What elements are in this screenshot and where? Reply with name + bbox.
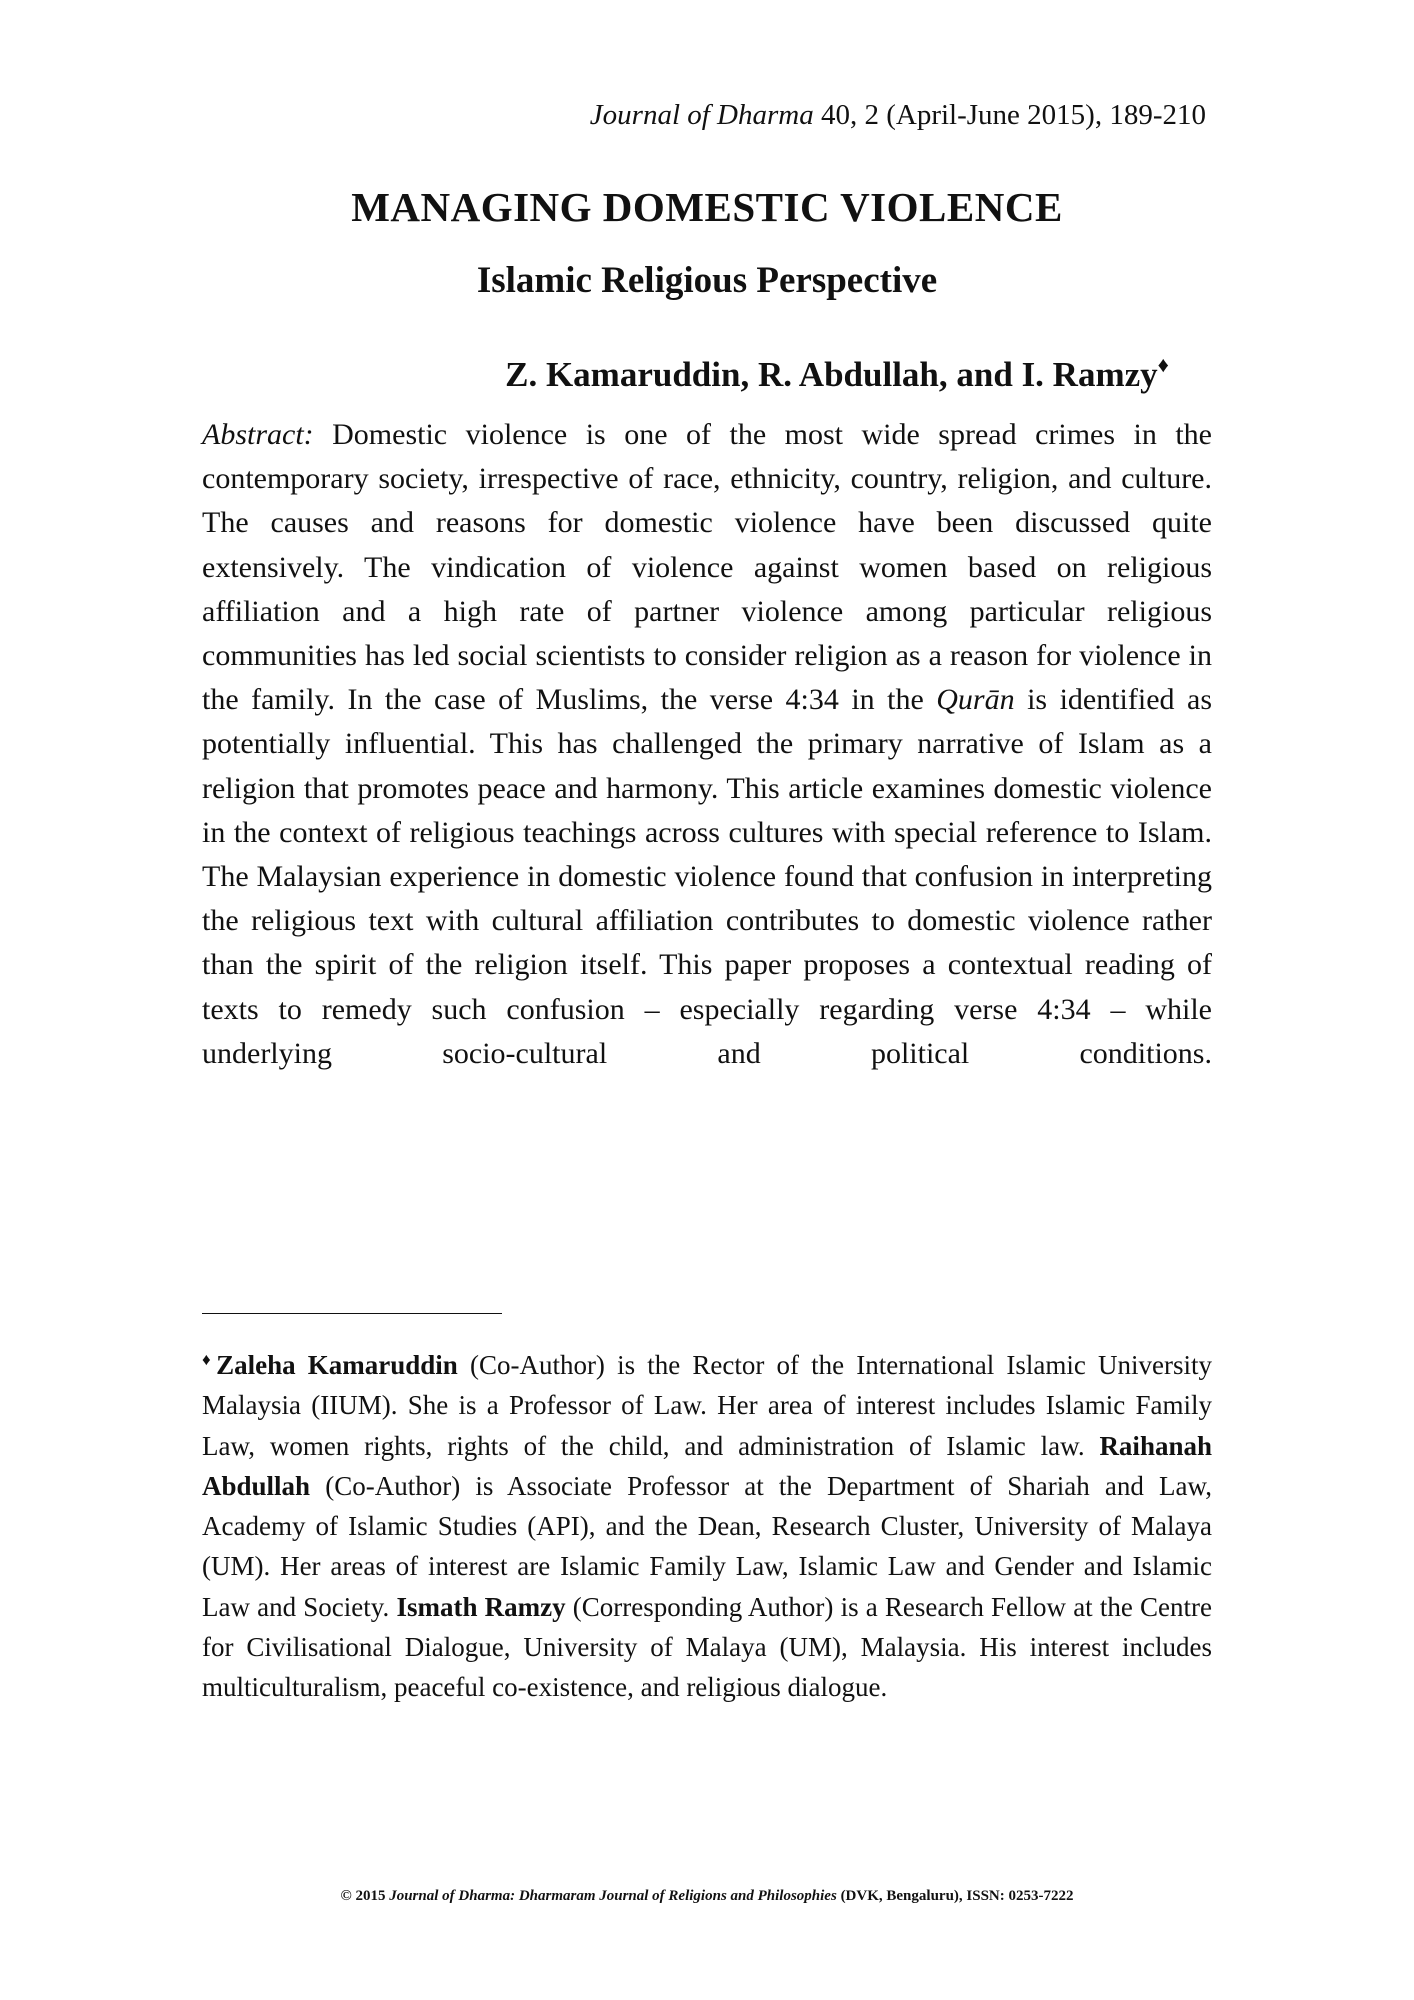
author-names: Z. Kamaruddin, R. Abdullah, and I. Ramzy bbox=[505, 355, 1158, 394]
footnote-bio-1: (Co-Author) is the Rector of the International Islamic University Malaysia (IIUM). She is a Professor of Law. Her area of interest includes Islamic Family Law, women rights, rights of the child, and administration of Islamic law. bbox=[202, 1350, 1212, 1461]
article-subtitle: Islamic Religious Perspective bbox=[476, 260, 938, 301]
copyright-line bbox=[0, 1886, 1414, 1906]
running-header bbox=[590, 97, 1206, 133]
footnote-author-3: Ismath Ramzy bbox=[396, 1591, 566, 1622]
footnote-bio-2: (Co-Author) is Associate Professor at the Department of Shariah and Law, Academy of Islamic Studies (API), and the Dean, Research Cluster, University of Malaya (UM). Her areas of interest are Islamic Family Law, Islamic Law and Gender and Islamic Law and Society. bbox=[202, 1470, 1212, 1622]
footnote-author-1: Zaleha Kamaruddin bbox=[216, 1350, 458, 1380]
abstract-text-part-2: is identified as potentially influential. This has challenged the primary narrative of Islam as a religion that promotes peace and harmony. This article examines domestic violence in the context of religious teachings across cultures with special reference to Islam. The Malaysian experience in domestic violence found that confusion in interpreting the religious text with cultural affiliation contributes to domestic violence rather than the spirit of the religion itself. This paper proposes a contextual reading of texts to remedy such confusion – especially regarding verse 4:34 – while underlying socio-cultural and political conditions. bbox=[202, 683, 1212, 1070]
footnote-divider bbox=[202, 1313, 502, 1314]
header-citation: 40, 2 (April-June 2015), 189-210 bbox=[813, 99, 1206, 131]
copyright-prefix: © 2015 bbox=[340, 1888, 390, 1904]
author-footnote-mark[interactable]: ♦ bbox=[1157, 352, 1169, 377]
footnote-author-2: Raihanah Abdullah bbox=[202, 1430, 1212, 1501]
author-line bbox=[0, 343, 1414, 397]
copyright-suffix: (DVK, Bengaluru), ISSN: 0253-7222 bbox=[836, 1888, 1074, 1904]
header-journal-name: Journal of Dharma bbox=[589, 99, 814, 131]
author-footnote bbox=[202, 1340, 1212, 1708]
abstract-paragraph bbox=[202, 413, 1212, 1076]
abstract-text-part-1: Domestic violence is one of the most wide spread crimes in the contemporary society, irrespective of race, ethnicity, country, religion, and culture. The causes and reasons for domestic violence have been discussed quite extensively. The vindication of violence against women based on religious affiliation and a high rate of partner violence among particular religious communities has led social scientists to consider religion as a reason for violence in the family. In the case of Muslims, the verse 4:34 in the bbox=[202, 418, 1212, 717]
abstract-term-quran: Qurān bbox=[936, 683, 1015, 717]
article-title: MANAGING DOMESTIC VIOLENCE bbox=[351, 184, 1063, 230]
footnote-bio-3: (Corresponding Author) is a Research Fellow at the Centre for Civilisational Dialogue, University of Malaya (UM), Malaysia. His interest includes multiculturalism, peaceful co-existence, and religious dialogue. bbox=[202, 1591, 1212, 1703]
abstract-label: Abstract: bbox=[202, 418, 314, 451]
footnote-mark: ♦ bbox=[202, 1350, 217, 1369]
copyright-journal: Journal of Dharma: Dharmaram Journal of Religions and Philosophies bbox=[389, 1888, 837, 1904]
